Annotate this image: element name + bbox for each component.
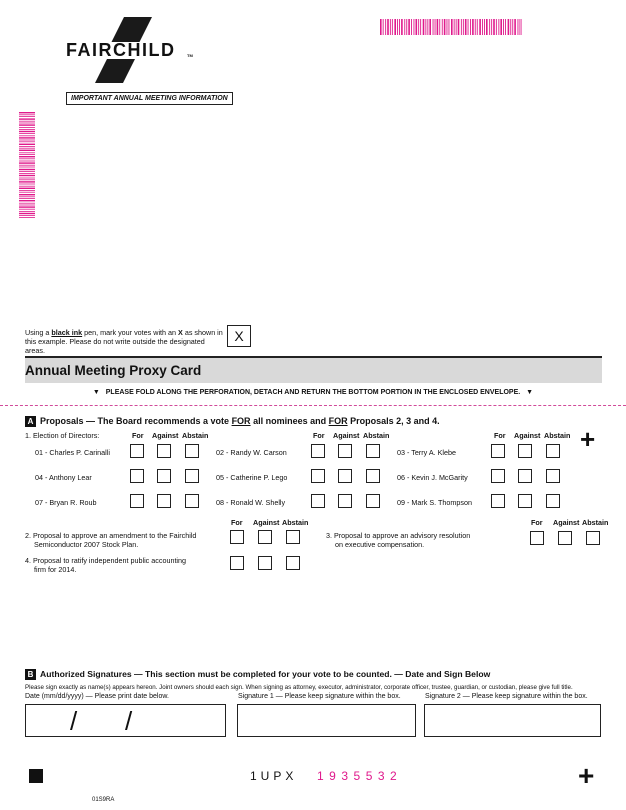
barcode-bar: [19, 209, 35, 210]
barcode-bar: [19, 217, 35, 218]
barcode-bar: [522, 19, 523, 35]
col-against-1: Against: [152, 431, 179, 440]
instr-ink: black ink: [51, 328, 83, 337]
barcode-bar: [19, 133, 35, 134]
barcode-bar: [19, 156, 35, 157]
proposal-4-line1: 4. Proposal to ratify independent public accounting: [25, 556, 187, 565]
section-a-title-pre: Proposals — The Board recommends a vote: [40, 416, 232, 426]
nominee-01-against-checkbox[interactable]: [157, 444, 171, 458]
barcode-bar: [19, 203, 35, 204]
barcode-bar: [392, 19, 393, 35]
form-code: 01S9RA: [92, 797, 115, 803]
nominee-03: 03 - Terry A. Klebe: [397, 448, 456, 457]
section-a-for1: FOR: [231, 416, 251, 426]
barcode-bar: [19, 140, 35, 141]
nominee-07-for-checkbox[interactable]: [130, 494, 144, 508]
down-arrow-icon: ▼: [526, 389, 534, 396]
barcode-bar: [465, 19, 467, 35]
proposal-4: [25, 556, 186, 574]
barcode-bar: [451, 19, 453, 35]
barcode-bar: [19, 114, 35, 115]
date-field[interactable]: [25, 704, 226, 737]
nominee-02-abstain-checkbox[interactable]: [366, 444, 380, 458]
barcode-bar: [503, 19, 504, 35]
barcode-bar: [19, 118, 35, 119]
barcode-bar: [19, 175, 35, 176]
proposal-2-abstain-checkbox[interactable]: [286, 530, 300, 544]
nominee-02-against-checkbox[interactable]: [338, 444, 352, 458]
barcode-bar: [19, 162, 35, 163]
nominee-05-abstain-checkbox[interactable]: [366, 469, 380, 483]
nominee-07: 07 - Bryan R. Roub: [35, 498, 97, 507]
barcode-bar: [380, 19, 382, 35]
sig2-label: Signature 2 — Please keep signature within the box.: [425, 693, 588, 700]
col-abstain-2: Abstain: [363, 431, 390, 440]
nominee-05-for-checkbox[interactable]: [311, 469, 325, 483]
barcode-bar: [468, 19, 469, 35]
col-abstain-3: Abstain: [544, 431, 571, 440]
proposal-2-for-checkbox[interactable]: [230, 530, 244, 544]
perforation-line: [0, 405, 626, 406]
barcode-bar: [493, 19, 495, 35]
barcode-bar: [475, 19, 476, 35]
proposal-2-line2: Semiconductor 2007 Stock Plan.: [34, 540, 139, 549]
nominee-02-for-checkbox[interactable]: [311, 444, 325, 458]
col-for-3: For: [494, 431, 506, 440]
barcode-bar: [19, 205, 35, 206]
barcode-bar: [397, 19, 398, 35]
proposal-2-line1: 2. Proposal to approve an amendment to the Fairchild: [25, 531, 197, 540]
barcode-bar: [19, 198, 35, 199]
proposal-3-abstain-checkbox[interactable]: [586, 531, 600, 545]
barcode-bar: [518, 19, 519, 35]
instr-line2: this example. Please do not write outside the designated areas.: [25, 337, 205, 355]
barcode-bar: [19, 200, 35, 201]
barcode-bar: [496, 19, 497, 35]
nominee-03-against-checkbox[interactable]: [518, 444, 532, 458]
barcode-bar: [19, 169, 35, 170]
barcode-bar: [482, 19, 483, 35]
section-b-instructions: Please sign exactly as name(s) appears hereon. Joint owners should each sign. When signing as attorney, executor, administrator, corporate officer, trustee, guardian, or custodian, please give full title.: [25, 684, 573, 691]
barcode-bar: [498, 19, 499, 35]
barcode-bar: [19, 179, 35, 180]
barcode-bar: [19, 116, 35, 117]
col-abstain-p3: Abstain: [582, 518, 609, 527]
nominee-08-against-checkbox[interactable]: [338, 494, 352, 508]
proxy-card-title: Annual Meeting Proxy Card: [25, 363, 202, 378]
col-abstain-p2: Abstain: [282, 518, 309, 527]
barcode-bar: [19, 135, 35, 136]
nominee-01-for-checkbox[interactable]: [130, 444, 144, 458]
signature-1-field[interactable]: [237, 704, 416, 737]
barcode-bar: [19, 150, 35, 151]
barcode-bar: [19, 173, 35, 174]
nominee-01: 01 - Charles P. Carinalli: [35, 448, 110, 457]
barcode-bar: [408, 19, 410, 35]
barcode-bar: [447, 19, 448, 35]
proposal-2-against-checkbox[interactable]: [258, 530, 272, 544]
nominee-03-abstain-checkbox[interactable]: [546, 444, 560, 458]
fold-notice: [0, 389, 626, 396]
barcode-bar: [19, 129, 35, 130]
barcode-bar: [19, 165, 35, 166]
nominee-06: 06 - Kevin J. McGarity: [397, 473, 468, 482]
nominee-06-against-checkbox[interactable]: [518, 469, 532, 483]
section-b-title: Authorized Signatures — This section must be completed for your vote to be counted. — Date and Sign Below: [40, 669, 491, 679]
barcode-bar: [406, 19, 407, 35]
barcode-bar: [19, 141, 35, 142]
barcode-bar: [433, 19, 434, 35]
plus-mark-top: +: [580, 424, 596, 454]
barcode-bar: [19, 184, 35, 185]
barcode-bar: [458, 19, 460, 35]
barcode-bar: [479, 19, 481, 35]
barcode-bar: [463, 19, 464, 35]
top-barcode: [380, 19, 522, 35]
nominee-04-against-checkbox[interactable]: [157, 469, 171, 483]
barcode-bar: [437, 19, 439, 35]
barcode-bar: [472, 19, 474, 35]
nominee-01-abstain-checkbox[interactable]: [185, 444, 199, 458]
nominee-09: 09 - Mark S. Thompson: [397, 498, 472, 507]
nominee-09-for-checkbox[interactable]: [491, 494, 505, 508]
nominee-07-against-checkbox[interactable]: [157, 494, 171, 508]
barcode-bar: [19, 206, 35, 207]
barcode-bar: [385, 19, 386, 35]
barcode-bar: [19, 112, 35, 113]
instr-x: X: [178, 328, 183, 337]
left-barcode: [19, 112, 35, 218]
barcode-bar: [425, 19, 426, 35]
nominee-07-abstain-checkbox[interactable]: [185, 494, 199, 508]
col-for-p2: For: [231, 518, 243, 527]
barcode-bar: [387, 19, 389, 35]
barcode-bar: [435, 19, 436, 35]
barcode-bar: [514, 19, 516, 35]
barcode-bar: [477, 19, 478, 35]
nominee-09-against-checkbox[interactable]: [518, 494, 532, 508]
barcode-bar: [19, 213, 35, 214]
col-against-p3: Against: [553, 518, 580, 527]
barcode-bar: [19, 123, 35, 124]
barcode-bar: [423, 19, 425, 35]
date-separator-2: /: [125, 706, 133, 736]
important-info-label: IMPORTANT ANNUAL MEETING INFORMATION: [66, 92, 233, 105]
signature-2-field[interactable]: [424, 704, 601, 737]
proposal-3-for-checkbox[interactable]: [530, 531, 544, 545]
col-against-2: Against: [333, 431, 360, 440]
barcode-bar: [500, 19, 502, 35]
barcode-bar: [19, 144, 35, 145]
proposal-4-for-checkbox[interactable]: [230, 556, 244, 570]
barcode-bar: [19, 186, 35, 187]
footer-code: 1UPX: [250, 769, 298, 783]
barcode-bar: [429, 19, 431, 35]
instr-post: as shown in: [182, 328, 223, 337]
barcode-bar: [470, 19, 471, 35]
barcode-bar: [420, 19, 421, 35]
barcode-bar: [19, 146, 35, 147]
instr-mid: pen, mark your votes with an: [82, 328, 179, 337]
barcode-bar: [19, 152, 35, 153]
proposal-4-abstain-checkbox[interactable]: [286, 556, 300, 570]
nominee-04: 04 - Anthony Lear: [35, 473, 92, 482]
date-label: Date (mm/dd/yyyy) — Please print date below.: [25, 693, 169, 700]
example-mark: X: [234, 328, 244, 344]
date-separator-1: /: [70, 706, 78, 736]
barcode-bar: [19, 131, 35, 132]
section-a-title-mid: all nominees and: [250, 416, 329, 426]
logo-text: FAIRCHILD: [66, 40, 176, 60]
instr-pre: Using a: [25, 328, 52, 337]
proposal-4-against-checkbox[interactable]: [258, 556, 272, 570]
barcode-bar: [442, 19, 443, 35]
section-a-header: [25, 416, 440, 427]
barcode-bar: [19, 181, 35, 182]
barcode-bar: [19, 192, 35, 193]
barcode-bar: [505, 19, 506, 35]
col-for-1: For: [132, 431, 144, 440]
section-a-badge: A: [25, 416, 36, 427]
barcode-bar: [508, 19, 510, 35]
section-b-header: [25, 669, 490, 680]
barcode-bar: [512, 19, 513, 35]
proposal-3: [326, 531, 470, 549]
barcode-bar: [418, 19, 419, 35]
proposal-2: [25, 531, 196, 549]
section-b-badge: B: [25, 669, 36, 680]
col-abstain-1: Abstain: [182, 431, 209, 440]
barcode-bar: [401, 19, 403, 35]
barcode-bar: [411, 19, 412, 35]
sig1-label: Signature 1 — Please keep signature within the box.: [238, 693, 401, 700]
fairchild-logo: [62, 17, 202, 87]
example-mark-box: [227, 325, 251, 347]
proposal-3-against-checkbox[interactable]: [558, 531, 572, 545]
section-a-for2: FOR: [328, 416, 348, 426]
barcode-bar: [19, 154, 35, 155]
barcode-bar: [449, 19, 450, 35]
logo-trademark: TM: [187, 53, 193, 58]
barcode-bar: [19, 178, 35, 179]
barcode-bar: [394, 19, 396, 35]
barcode-bar: [520, 19, 521, 35]
barcode-bar: [19, 190, 35, 191]
barcode-bar: [383, 19, 384, 35]
nominee-08: 08 - Ronald W. Shelly: [216, 498, 286, 507]
barcode-bar: [19, 171, 35, 172]
barcode-bar: [19, 211, 35, 212]
barcode-bar: [19, 127, 35, 128]
marking-instructions: [25, 328, 225, 355]
down-arrow-icon: ▼: [92, 389, 100, 396]
fold-notice-text: PLEASE FOLD ALONG THE PERFORATION, DETACH AND RETURN THE BOTTOM PORTION IN THE ENCLOSED ENVELOPE.: [105, 389, 521, 396]
barcode-bar: [19, 215, 35, 216]
barcode-bar: [491, 19, 492, 35]
barcode-bar: [510, 19, 511, 35]
barcode-bar: [19, 167, 35, 168]
plus-mark-bottom: +: [578, 760, 595, 791]
barcode-bar: [399, 19, 400, 35]
barcode-bar: [456, 19, 457, 35]
nominee-06-for-checkbox[interactable]: [491, 469, 505, 483]
barcode-bar: [390, 19, 391, 35]
barcode-bar: [19, 194, 35, 195]
nominee-05-against-checkbox[interactable]: [338, 469, 352, 483]
nominee-03-for-checkbox[interactable]: [491, 444, 505, 458]
proxy-card-title-bar: [25, 356, 602, 383]
barcode-bar: [19, 137, 35, 138]
nominee-05: 05 - Catherine P. Lego: [216, 473, 288, 482]
barcode-bar: [461, 19, 462, 35]
col-against-3: Against: [514, 431, 541, 440]
barcode-bar: [414, 19, 415, 35]
nominee-04-abstain-checkbox[interactable]: [185, 469, 199, 483]
barcode-bar: [19, 124, 35, 125]
nominee-09-abstain-checkbox[interactable]: [546, 494, 560, 508]
nominee-06-abstain-checkbox[interactable]: [546, 469, 560, 483]
proposal-3-line2: on executive compensation.: [335, 540, 425, 549]
registration-square: [29, 769, 43, 783]
barcode-bar: [489, 19, 490, 35]
barcode-bar: [19, 188, 35, 189]
election-label: 1. Election of Directors:: [25, 431, 100, 440]
barcode-bar: [19, 196, 35, 197]
nominee-08-abstain-checkbox[interactable]: [366, 494, 380, 508]
barcode-bar: [416, 19, 418, 35]
barcode-bar: [484, 19, 485, 35]
barcode-bar: [19, 158, 35, 159]
barcode-bar: [404, 19, 405, 35]
barcode-bar: [444, 19, 446, 35]
barcode-bar: [19, 121, 35, 122]
barcode-bar: [427, 19, 428, 35]
barcode-bar: [454, 19, 455, 35]
barcode-bar: [19, 148, 35, 149]
col-against-p2: Against: [253, 518, 280, 527]
nominee-02: 02 - Randy W. Carson: [216, 448, 287, 457]
nominee-08-for-checkbox[interactable]: [311, 494, 325, 508]
barcode-bar: [19, 161, 35, 162]
barcode-bar: [486, 19, 488, 35]
proposal-3-line1: 3. Proposal to approve an advisory resolution: [326, 531, 471, 540]
col-for-2: For: [313, 431, 325, 440]
proposal-4-line2: firm for 2014.: [34, 565, 77, 574]
col-for-p3: For: [531, 518, 543, 527]
barcode-bar: [439, 19, 440, 35]
footer-number: 1935532: [317, 769, 403, 783]
nominee-04-for-checkbox[interactable]: [130, 469, 144, 483]
section-a-title-post: Proposals 2, 3 and 4.: [347, 416, 440, 426]
